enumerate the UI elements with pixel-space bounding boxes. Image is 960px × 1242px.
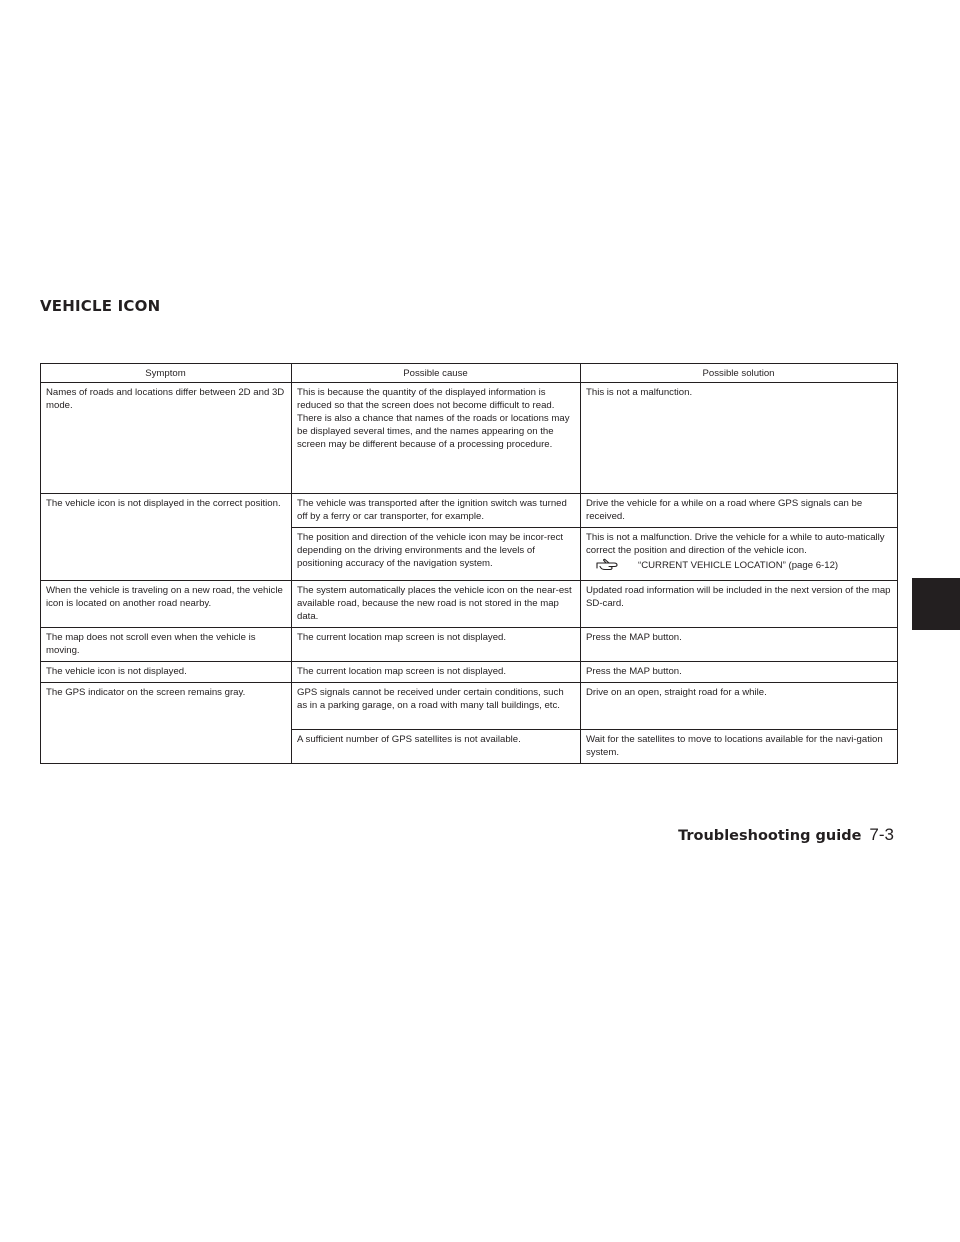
solution-cell: Drive the vehicle for a while on a road where GPS signals can be received. (581, 494, 898, 528)
cause-cell: A sufficient number of GPS satellites is not available. (292, 730, 581, 764)
symptom-cell: The vehicle icon is not displayed. (41, 662, 292, 683)
pointing-hand-icon (596, 558, 624, 572)
cause-cell: The position and direction of the vehicle icon may be incor-rect depending on the driving environments and the levels of positioning accuracy of the navigation system. (292, 528, 581, 581)
page-footer (678, 825, 894, 845)
solution-cell: Press the MAP button. (581, 628, 898, 662)
symptom-cell: The GPS indicator on the screen remains gray. (41, 683, 292, 764)
table-row (41, 628, 898, 662)
table-row (41, 581, 898, 628)
cause-cell: The current location map screen is not displayed. (292, 662, 581, 683)
table-row (41, 662, 898, 683)
solution-cell: Updated road information will be included in the next version of the map SD-card. (581, 581, 898, 628)
table-row (41, 683, 898, 730)
symptom-cell: The vehicle icon is not displayed in the correct position. (41, 494, 292, 581)
solution-cell: Drive on an open, straight road for a while. (581, 683, 898, 730)
table-header-row (41, 364, 898, 383)
footer-section-title: Troubleshooting guide (678, 828, 862, 844)
chapter-tab (912, 578, 960, 630)
solution-cell: Press the MAP button. (581, 662, 898, 683)
page-number: 7-3 (869, 825, 894, 844)
table-row (41, 383, 898, 494)
cause-cell: The current location map screen is not displayed. (292, 628, 581, 662)
solution-cell: Wait for the satellites to move to locations available for the navi-gation system. (581, 730, 898, 764)
table-row (41, 494, 898, 528)
header-possible-solution: Possible solution (581, 364, 898, 383)
cause-cell: This is because the quantity of the displayed information is reduced so that the screen does not become difficult to read. There is also a chance that names of the roads or locations may be displayed several times, and the names appearing on the screen may be different because of a processing procedure. (292, 383, 581, 494)
solution-text: This is not a malfunction. Drive the vehicle for a while to auto-matically correct the position and direction of the vehicle icon. (586, 532, 885, 556)
reference-text: “CURRENT VEHICLE LOCATION” (page 6-12) (638, 559, 839, 571)
cause-cell: The system automatically places the vehicle icon on the near-est available road, because the new road is not stored in the map data. (292, 581, 581, 628)
symptom-cell: The map does not scroll even when the vehicle is moving. (41, 628, 292, 662)
header-symptom: Symptom (41, 364, 292, 383)
troubleshooting-table (40, 363, 898, 764)
page-reference (586, 558, 891, 572)
header-possible-cause: Possible cause (292, 364, 581, 383)
solution-cell (581, 528, 898, 581)
solution-cell: This is not a malfunction. (581, 383, 898, 494)
symptom-cell: Names of roads and locations differ between 2D and 3D mode. (41, 383, 292, 494)
symptom-cell: When the vehicle is traveling on a new road, the vehicle icon is located on another road nearby. (41, 581, 292, 628)
section-title: VEHICLE ICON (40, 297, 161, 315)
cause-cell: GPS signals cannot be received under certain conditions, such as in a parking garage, on a road with many tall buildings, etc. (292, 683, 581, 730)
cause-cell: The vehicle was transported after the ignition switch was turned off by a ferry or car transporter, for example. (292, 494, 581, 528)
